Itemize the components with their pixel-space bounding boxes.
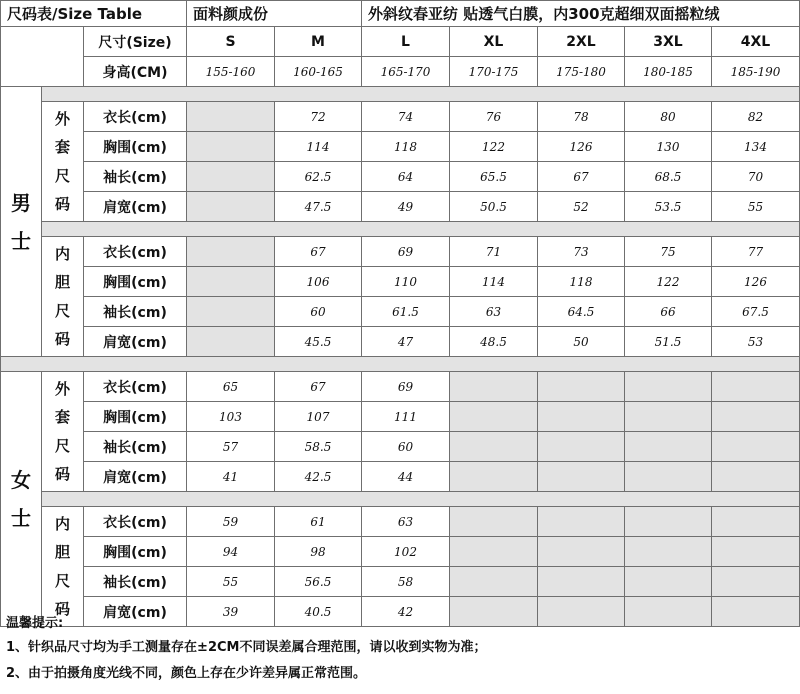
measure-value: 118: [362, 132, 450, 162]
empty-cell: [625, 462, 712, 492]
empty-cell: [712, 372, 800, 402]
measure-value: 40.5: [275, 597, 362, 627]
measure-label: 肩宽(cm): [84, 192, 187, 222]
measure-value: 134: [712, 132, 800, 162]
empty-cell: [187, 132, 275, 162]
empty-cell: [712, 537, 800, 567]
empty-cell: [538, 432, 625, 462]
height-range: 165-170: [362, 57, 450, 87]
measure-value: 107: [275, 402, 362, 432]
measure-label: 衣长(cm): [84, 237, 187, 267]
measure-value: 58: [362, 567, 450, 597]
size-header: 2XL: [538, 27, 625, 57]
measure-value: 58.5: [275, 432, 362, 462]
measure-value: 57: [187, 432, 275, 462]
measure-label: 衣长(cm): [84, 372, 187, 402]
size-header: L: [362, 27, 450, 57]
size-header: XL: [450, 27, 538, 57]
measure-value: 114: [450, 267, 538, 297]
measure-value: 49: [362, 192, 450, 222]
measure-value: 126: [712, 267, 800, 297]
measure-value: 59: [187, 507, 275, 537]
measure-value: 77: [712, 237, 800, 267]
empty-cell: [712, 462, 800, 492]
measure-value: 64: [362, 162, 450, 192]
empty-cell: [625, 432, 712, 462]
group-label: 外 套 尺 码: [42, 102, 84, 222]
empty-cell: [187, 267, 275, 297]
size-label: 尺寸(Size): [84, 27, 187, 57]
measure-value: 94: [187, 537, 275, 567]
measure-value: 65: [187, 372, 275, 402]
measure-label: 肩宽(cm): [84, 597, 187, 627]
measure-label: 胸围(cm): [84, 537, 187, 567]
separator-band: [42, 222, 800, 237]
size-header: S: [187, 27, 275, 57]
measure-value: 72: [275, 102, 362, 132]
measure-value: 63: [362, 507, 450, 537]
measure-value: 67: [275, 237, 362, 267]
measure-value: 42: [362, 597, 450, 627]
measure-value: 78: [538, 102, 625, 132]
measure-value: 126: [538, 132, 625, 162]
measure-label: 衣长(cm): [84, 102, 187, 132]
measure-value: 48.5: [450, 327, 538, 357]
measure-value: 67.5: [712, 297, 800, 327]
measure-label: 肩宽(cm): [84, 462, 187, 492]
measure-value: 47: [362, 327, 450, 357]
fabric-label: 面料颜成份: [187, 0, 362, 27]
measure-value: 55: [187, 567, 275, 597]
measure-value: 66: [625, 297, 712, 327]
empty-cell: [538, 567, 625, 597]
measure-value: 76: [450, 102, 538, 132]
measure-value: 69: [362, 237, 450, 267]
measure-value: 64.5: [538, 297, 625, 327]
empty-cell: [187, 162, 275, 192]
empty-cell: [187, 102, 275, 132]
measure-value: 98: [275, 537, 362, 567]
measure-value: 122: [450, 132, 538, 162]
measure-value: 71: [450, 237, 538, 267]
empty-cell: [625, 567, 712, 597]
empty-cell: [450, 372, 538, 402]
measure-value: 63: [450, 297, 538, 327]
measure-value: 51.5: [625, 327, 712, 357]
size-header: 3XL: [625, 27, 712, 57]
measure-value: 103: [187, 402, 275, 432]
size-header: 4XL: [712, 27, 800, 57]
measure-value: 50.5: [450, 192, 538, 222]
empty-cell: [187, 327, 275, 357]
gender-label: 女 士: [0, 372, 42, 627]
group-label: 内 胆 尺 码: [42, 507, 84, 627]
group-label: 内 胆 尺 码: [42, 237, 84, 357]
empty-cell: [625, 402, 712, 432]
measure-label: 衣长(cm): [84, 507, 187, 537]
notes-section: [6, 614, 800, 688]
empty-cell: [538, 372, 625, 402]
measure-value: 111: [362, 402, 450, 432]
notes-title: 温馨提示:: [6, 616, 64, 631]
fabric-description: 外斜纹春亚纺 贴透气白膜，内300克超细双面摇粒绒: [362, 0, 800, 27]
measure-value: 73: [538, 237, 625, 267]
measure-value: 122: [625, 267, 712, 297]
separator-band: [42, 87, 800, 102]
group-label: 外 套 尺 码: [42, 372, 84, 492]
note-line: 1、针织品尺寸均为手工测量存在±2CM不同误差属合理范围，请以收到实物为准；: [6, 640, 487, 655]
height-range: 185-190: [712, 57, 800, 87]
empty-cell: [538, 462, 625, 492]
empty-cell: [712, 507, 800, 537]
measure-label: 胸围(cm): [84, 267, 187, 297]
empty-cell: [187, 297, 275, 327]
empty-cell: [450, 432, 538, 462]
table-title: 尺码表/Size Table: [0, 0, 187, 27]
measure-value: 45.5: [275, 327, 362, 357]
empty-cell: [712, 402, 800, 432]
empty-cell: [625, 537, 712, 567]
measure-label: 袖长(cm): [84, 162, 187, 192]
measure-label: 袖长(cm): [84, 432, 187, 462]
note-line: 2、由于拍摄角度光线不同，颜色上存在少许差异属正常范围。: [6, 666, 367, 681]
size-header: M: [275, 27, 362, 57]
measure-value: 61: [275, 507, 362, 537]
measure-value: 68.5: [625, 162, 712, 192]
measure-value: 74: [362, 102, 450, 132]
empty-cell: [450, 507, 538, 537]
empty-cell: [187, 192, 275, 222]
measure-value: 56.5: [275, 567, 362, 597]
height-range: 155-160: [187, 57, 275, 87]
measure-value: 39: [187, 597, 275, 627]
empty-cell: [712, 432, 800, 462]
height-label: 身高(CM): [84, 57, 187, 87]
measure-value: 62.5: [275, 162, 362, 192]
height-range: 180-185: [625, 57, 712, 87]
measure-label: 肩宽(cm): [84, 327, 187, 357]
measure-value: 67: [275, 372, 362, 402]
measure-value: 50: [538, 327, 625, 357]
separator-band: [0, 357, 800, 372]
empty-cell: [712, 567, 800, 597]
height-range: 175-180: [538, 57, 625, 87]
gender-label: 男 士: [0, 87, 42, 357]
measure-value: 114: [275, 132, 362, 162]
measure-value: 70: [712, 162, 800, 192]
measure-label: 胸围(cm): [84, 132, 187, 162]
measure-label: 胸围(cm): [84, 402, 187, 432]
measure-label: 袖长(cm): [84, 567, 187, 597]
empty-cell: [450, 402, 538, 432]
measure-value: 41: [187, 462, 275, 492]
measure-value: 53: [712, 327, 800, 357]
measure-value: 118: [538, 267, 625, 297]
measure-value: 52: [538, 192, 625, 222]
empty-cell: [538, 402, 625, 432]
measure-value: 61.5: [362, 297, 450, 327]
measure-value: 110: [362, 267, 450, 297]
measure-value: 106: [275, 267, 362, 297]
measure-value: 69: [362, 372, 450, 402]
empty-cell: [625, 372, 712, 402]
corner-blank: [0, 27, 84, 87]
measure-value: 47.5: [275, 192, 362, 222]
measure-value: 82: [712, 102, 800, 132]
measure-value: 44: [362, 462, 450, 492]
empty-cell: [450, 462, 538, 492]
measure-value: 67: [538, 162, 625, 192]
measure-value: 42.5: [275, 462, 362, 492]
measure-value: 130: [625, 132, 712, 162]
measure-value: 80: [625, 102, 712, 132]
measure-value: 53.5: [625, 192, 712, 222]
empty-cell: [450, 567, 538, 597]
empty-cell: [538, 537, 625, 567]
separator-band: [42, 492, 800, 507]
measure-value: 65.5: [450, 162, 538, 192]
empty-cell: [625, 507, 712, 537]
empty-cell: [450, 537, 538, 567]
measure-label: 袖长(cm): [84, 297, 187, 327]
measure-value: 60: [275, 297, 362, 327]
measure-value: 60: [362, 432, 450, 462]
measure-value: 102: [362, 537, 450, 567]
height-range: 160-165: [275, 57, 362, 87]
measure-value: 55: [712, 192, 800, 222]
empty-cell: [538, 507, 625, 537]
height-range: 170-175: [450, 57, 538, 87]
measure-value: 75: [625, 237, 712, 267]
empty-cell: [187, 237, 275, 267]
